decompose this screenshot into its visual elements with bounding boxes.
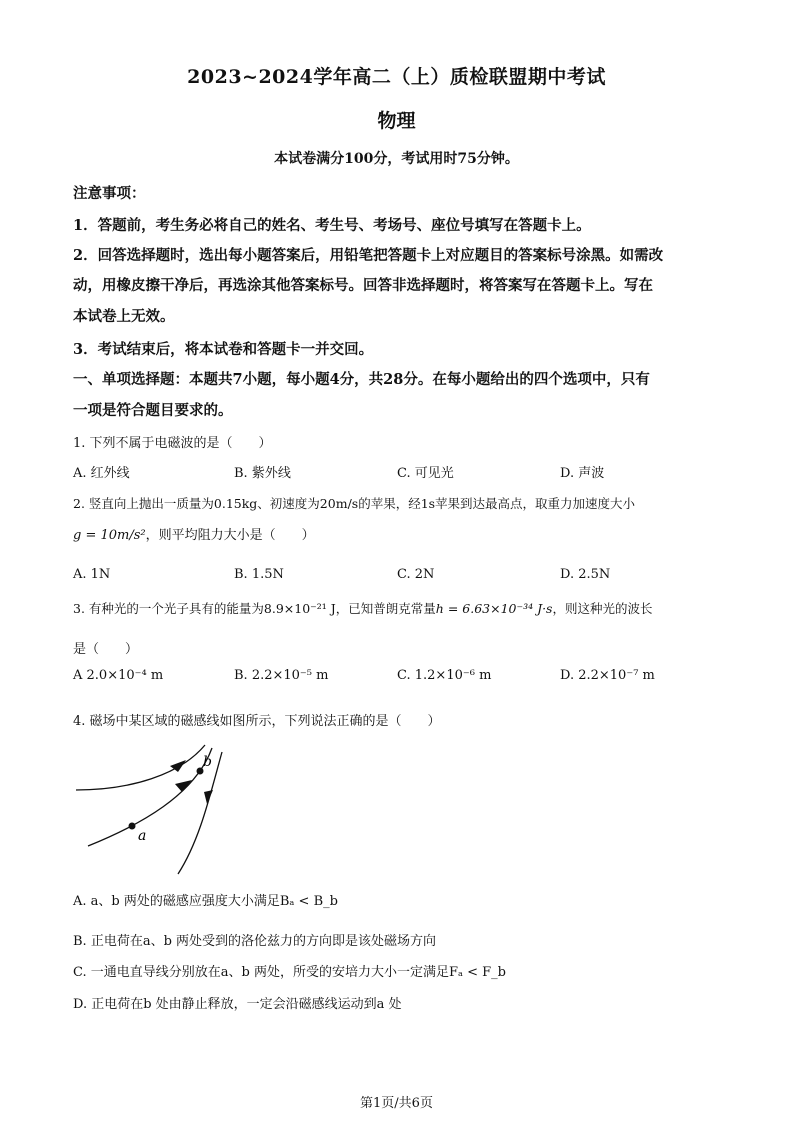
notice-item-2-end: 本试卷上无效。: [73, 308, 175, 325]
q4-option-c: C. 一通电直导线分别放在a、b 两处，所受的安培力大小一定满足Fₐ < F_b: [73, 965, 506, 980]
q3-stem-part3: ，则这种光的波长: [552, 601, 653, 616]
q3-option-a: A 2.0×10⁻⁴ m: [73, 668, 164, 683]
question-1-stem: 1. 下列不属于电磁波的是（ ）: [73, 436, 272, 451]
notice-item-2: 2．回答选择题时，选出每小题答案后，用铅笔把答题卡上对应题目的答案标号涂黑。如需改: [73, 247, 664, 264]
label-b: b: [203, 754, 212, 770]
planck-constant: h = 6.63×10⁻³⁴ J·s: [435, 601, 553, 616]
section-heading-line1: 一、单项选择题：本题共7小题，每小题4分，共28分。在每小题给出的四个选项中，只有: [73, 371, 650, 388]
q2-option-d: D. 2.5N: [560, 567, 611, 582]
question-2-stem: 2. 竖直向上抛出一质量为0.15kg、初速度为20m/s的苹果，经1s苹果到达最高点，取重力加速度大小: [73, 496, 636, 511]
point-a: [129, 823, 136, 830]
question-4-stem: 4. 磁场中某区域的磁感线如图所示，下列说法正确的是（ ）: [73, 714, 441, 729]
field-line-2: [88, 748, 212, 846]
q1-option-d: D. 声波: [560, 466, 605, 481]
q4-option-a: A. a、b 两处的磁感应强度大小满足Bₐ < B_b: [73, 894, 338, 909]
magnetic-field-lines-figure: [70, 740, 240, 880]
notice-heading: 注意事项：: [73, 185, 146, 202]
notice-item-2-cont: 动，用橡皮擦干净后，再选涂其他答案标号。回答非选择题时，将答案写在答题卡上。写在: [73, 277, 653, 294]
notice-item-3: 3．考试结束后，将本试卷和答题卡一并交回。: [73, 341, 374, 358]
question-3-stem: [73, 599, 653, 617]
q3-stem-part1: 3. 有种光的一个光子具有的能量为: [73, 601, 264, 616]
exam-title: 2023~2024学年高二（上）质检联盟期中考试: [187, 66, 606, 88]
exam-info: 本试卷满分100分，考试用时75分钟。: [274, 151, 519, 167]
q2-option-b: B. 1.5N: [234, 567, 284, 582]
q4-option-d: D. 正电荷在b 处由静止释放，一定会沿磁感线运动到a 处: [73, 997, 402, 1012]
q3-option-b: B. 2.2×10⁻⁵ m: [234, 668, 329, 683]
q1-option-b: B. 紫外线: [234, 466, 291, 481]
question-2-stem-end: ，则平均阻力大小是（ ）: [145, 528, 315, 543]
q3-option-d: D. 2.2×10⁻⁷ m: [560, 668, 655, 683]
q2-option-c: C. 2N: [397, 567, 435, 582]
q3-stem-part2: ，已知普朗克常量: [335, 601, 436, 616]
gravity-formula: g = 10m/s²: [73, 528, 146, 543]
q3-option-c: C. 1.2×10⁻⁶ m: [397, 668, 492, 683]
section-heading-line2: 一项是符合题目要求的。: [73, 402, 233, 419]
q4-option-b: B. 正电荷在a、b 两处受到的洛伦兹力的方向即是该处磁场方向: [73, 934, 437, 949]
q1-option-c: C. 可见光: [397, 466, 454, 481]
label-a: a: [138, 828, 147, 844]
notice-item-1: 1．答题前，考生务必将自己的姓名、考生号、考场号、座位号填写在答题卡上。: [73, 217, 591, 234]
subject-title: 物理: [377, 110, 416, 132]
photon-energy: 8.9×10⁻²¹ J: [263, 601, 336, 616]
question-3-stem-line2: 是（ ）: [73, 642, 139, 657]
q1-option-a: A. 红外线: [73, 466, 130, 481]
question-2-stem-line2: [73, 524, 315, 543]
q2-option-a: A. 1N: [73, 567, 111, 582]
page-footer: 第1页/共6页: [360, 1096, 433, 1111]
